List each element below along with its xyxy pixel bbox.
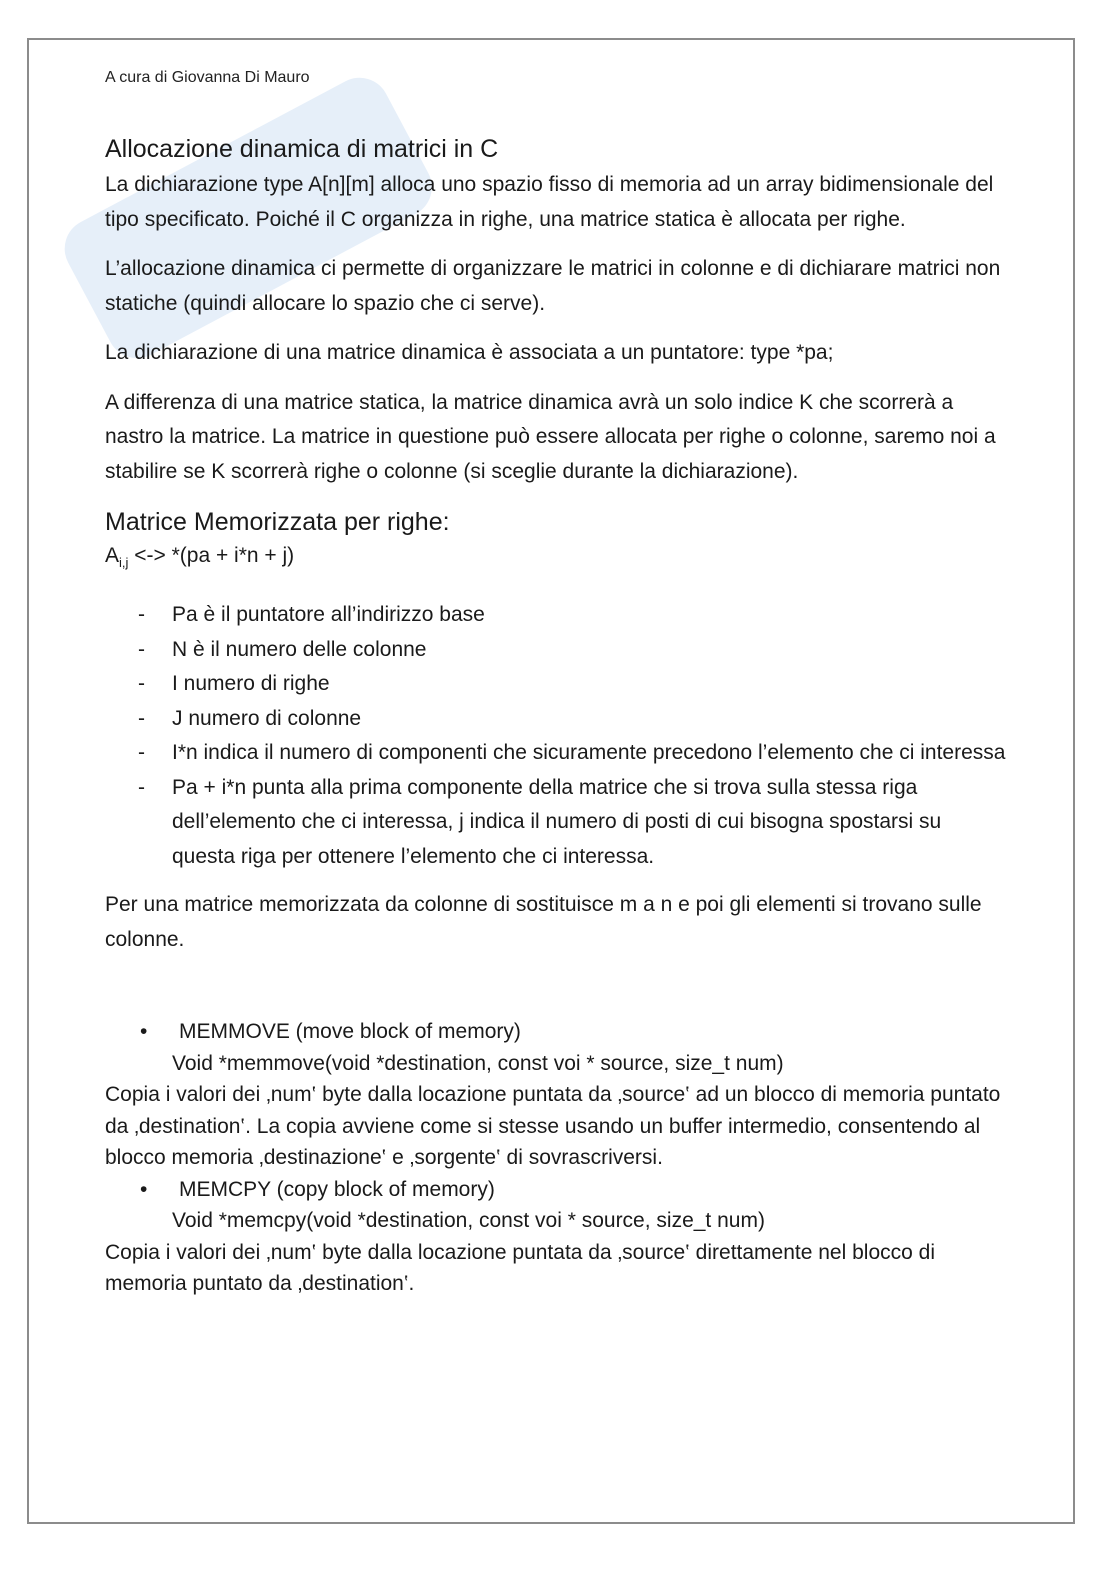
function-heading [105, 1016, 1010, 1048]
formula-subscript: i,j [119, 555, 129, 571]
dash-list [105, 598, 1010, 874]
dash-icon: - [138, 775, 145, 799]
list-item [105, 667, 1010, 702]
section-title-matrice-righe: Matrice Memorizzata per righe: [105, 508, 450, 536]
list-item-text: Pa è il puntatore all’indirizzo base [172, 603, 485, 627]
list-item-text: Pa + i*n punta alla prima componente della matrice che si trova sulla stessa riga dell’elemento che ci interessa, j indica il numero di posti di cui bisogna spostarsi su questa riga per ottenere l’elemento che ci interessa. [172, 775, 942, 868]
formula [105, 541, 1010, 578]
list-item [105, 771, 1010, 875]
function-memmove [105, 1016, 1010, 1174]
list-item [105, 633, 1010, 668]
document-content [105, 66, 1010, 1300]
bullet-icon: • [140, 1177, 148, 1201]
paragraph-4: A differenza di una matrice statica, la matrice dinamica avrà un solo indice K che scorrerà a nastro la matrice. La matrice in questione può essere allocata per righe o colonne, saremo noi a stabilire se K scorrerà righe o colonne (si sceglie durante la dichiarazione). [105, 390, 996, 483]
page-header: A cura di Giovanna Di Mauro [105, 69, 310, 86]
formula-rest: <-> *(pa + i*n + j) [128, 544, 295, 567]
list-item-text: N è il numero delle colonne [172, 637, 427, 661]
formula-base: A [105, 544, 120, 567]
list-item [105, 598, 1010, 633]
section-title-allocazione: Allocazione dinamica di matrici in C [105, 135, 499, 163]
list-item [105, 702, 1010, 737]
function-signature: Void *memmove(void *destination, const voi * source, size_t num) [172, 1051, 784, 1075]
list-item-text: I numero di righe [172, 672, 330, 696]
paragraph-colonne: Per una matrice memorizzata da colonne di sostituisce m a n e poi gli elementi si trovano sulle colonne. [105, 893, 982, 951]
list-item-text: I*n indica il numero di componenti che sicuramente precedono l’elemento che ci interessa [172, 741, 1006, 765]
bullet-icon: • [140, 1020, 148, 1044]
function-description: Copia i valori dei ‚num‛ byte dalla locazione puntata da ‚source‛ direttamente nel blocco di memoria puntato da ‚destination‛. [105, 1240, 935, 1296]
function-description: Copia i valori dei ‚num‛ byte dalla locazione puntata da ‚source‛ ad un blocco di memoria puntato da ‚destination‛. La copia avviene come si stesse usando un buffer intermedio, consentendo al blocco memoria ‚destinazione‛ e ‚sorgente‛ di sovrascriversi. [105, 1083, 1001, 1170]
function-memcpy [105, 1174, 1010, 1300]
dash-icon: - [138, 706, 145, 730]
list-item [105, 736, 1010, 771]
dash-icon: - [138, 637, 145, 661]
paragraph-3: La dichiarazione di una matrice dinamica è associata a un puntatore: type *pa; [105, 341, 834, 364]
dash-icon: - [138, 672, 145, 696]
paragraph-1: La dichiarazione type A[n][m] alloca uno spazio fisso di memoria ad un array bidimensionale del tipo specificato. Poiché il C organizza in righe, una matrice statica è allocata per righe. [105, 173, 994, 231]
list-item-text: J numero di colonne [172, 706, 362, 730]
function-heading [105, 1174, 1010, 1206]
dash-icon: - [138, 741, 145, 765]
function-name: MEMMOVE (move block of memory) [179, 1020, 521, 1044]
dash-icon: - [138, 603, 145, 627]
function-name: MEMCPY (copy block of memory) [179, 1177, 495, 1201]
paragraph-2: L’allocazione dinamica ci permette di organizzare le matrici in colonne e di dichiarare matrici non statiche (quindi allocare lo spazio che ci serve). [105, 257, 1001, 315]
function-signature: Void *memcpy(void *destination, const voi * source, size_t num) [172, 1209, 765, 1233]
